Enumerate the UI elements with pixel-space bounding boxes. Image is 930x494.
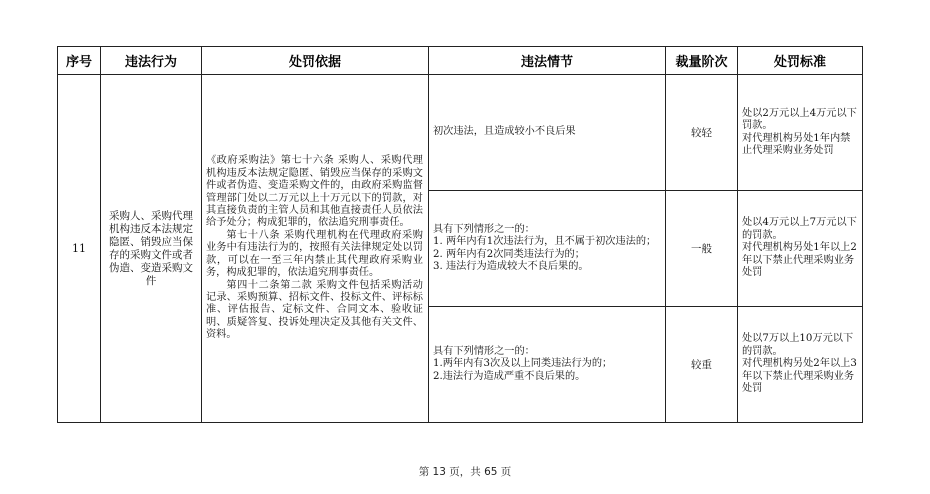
violation-text: 采购人、采购代理机构违反本法规定隐匿、销毁应当保存的采购文件或者伪造、变造采购文件 <box>101 75 202 423</box>
circumstance-line: 初次违法，且造成较小不良后果 <box>433 126 576 138</box>
circumstance-line: 3. 违法行为造成较大不良后果的。 <box>433 260 589 272</box>
header-level: 裁量阶次 <box>666 47 738 75</box>
standard-cell <box>738 307 863 423</box>
basis-paragraph: 第七十八条 采购代理机构在代理政府采购业务中有违法行为的，按照有关法律规定处以罚款，可以在一至三年内禁止其代理政府采购业务，构成犯罪的，依法追究刑事责任。 <box>206 229 423 279</box>
header-basis: 处罚依据 <box>202 47 429 75</box>
level-cell: 一般 <box>666 191 738 307</box>
table-row <box>58 75 863 191</box>
basis-paragraph: 《政府采购法》第七十六条 采购人、采购代理机构违反本法规定隐匿、销毁应当保存的采购文件或者伪造、变造采购文件的，由政府采购监督管理部门处以二万元以上十万元以下的罚款，对其直接负责的主管人员和其他直接责任人员依法给予处分；构成犯罪的，依法追究刑事责任。 <box>206 155 423 229</box>
header-standard: 处罚标准 <box>738 47 863 75</box>
circumstance-line: 1. 两年内有1次违法行为，且不属于初次违法的； <box>433 236 657 248</box>
circumstance-cell <box>429 75 666 191</box>
penalty-table <box>57 46 863 423</box>
standard-cell <box>738 75 863 191</box>
standard-line: 处以4万元以上7万元以下的罚款。 <box>742 217 857 241</box>
table-header-row <box>58 47 863 75</box>
circumstance-cell <box>429 307 666 423</box>
basis-paragraph: 第四十二条第二款 采购文件包括采购活动记录、采购预算、招标文件、投标文件、评标标准、评估报告、定标文件、合同文本、验收证明、质疑答复、投诉处理决定及其他有关文件、资料。 <box>206 279 423 341</box>
standard-cell <box>738 191 863 307</box>
circumstance-line: 1.两年内有3次及以上同类违法行为的； <box>433 358 613 370</box>
header-circumstance: 违法情节 <box>429 47 666 75</box>
row-number: 11 <box>58 75 101 423</box>
level-cell: 较轻 <box>666 75 738 191</box>
circumstance-line: 2.违法行为造成严重不良后果的。 <box>433 370 586 382</box>
circumstance-line: 2. 两年内有2次同类违法行为的； <box>433 248 585 260</box>
page-number-footer: 第 13 页，共 65 页 <box>418 466 512 478</box>
standard-line: 对代理机构另处2年以上3年以下禁止代理采购业务处罚 <box>742 358 857 395</box>
penalty-basis <box>202 75 429 423</box>
circumstance-line: 具有下列情形之一的： <box>433 223 535 235</box>
level-cell: 较重 <box>666 307 738 423</box>
standard-line: 对代理机构另处1年以上2年以下禁止代理采购业务处罚 <box>742 242 857 279</box>
standard-line: 处以2万元以上4万元以下罚款。 <box>742 107 857 132</box>
header-number: 序号 <box>58 47 101 75</box>
header-violation: 违法行为 <box>101 47 202 75</box>
circumstance-line: 具有下列情形之一的： <box>433 345 535 357</box>
circumstance-cell <box>429 191 666 307</box>
standard-line: 处以7万以上10万元以下的罚款。 <box>742 333 854 357</box>
standard-line: 对代理机构另处1年内禁止代理采购业务处罚 <box>742 132 851 156</box>
